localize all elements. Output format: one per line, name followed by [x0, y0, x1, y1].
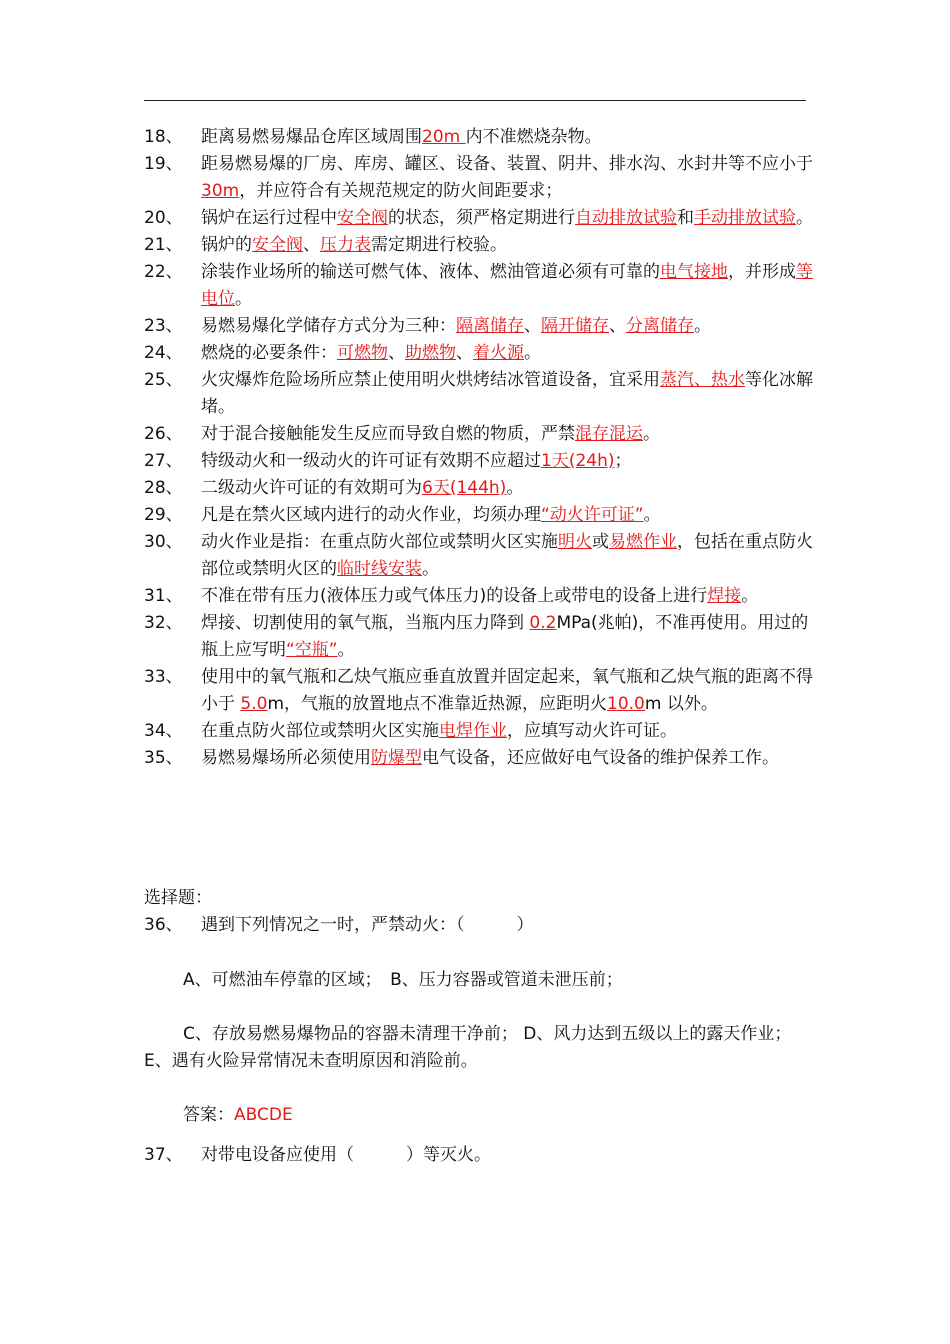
question-item [144, 610, 824, 664]
options-a-b: A、可燃油车停靠的区域； B、压力容器或管道未泄压前； [183, 970, 623, 990]
text-segment: 或 [592, 532, 609, 552]
answer-blank: 电气接地 [660, 262, 728, 282]
question-number: 33、 [144, 667, 183, 687]
text-segment: 在重点防火部位或禁明火区实施 [201, 721, 439, 741]
answer-blank: 明火 [558, 532, 592, 552]
text-segment: 锅炉的 [201, 235, 252, 255]
answer-label: 答案： [183, 1105, 234, 1125]
text-segment: 电气设备，还应做好电气设备的维护保养工作。 [422, 748, 779, 768]
question-text [201, 205, 824, 232]
question-item [144, 367, 824, 421]
question-text [201, 745, 824, 772]
text-segment: 。 [422, 559, 439, 579]
question-item [144, 475, 824, 502]
answer-value: ABCDE [234, 1105, 293, 1125]
answer-blank: 分离储存 [626, 316, 694, 336]
text-segment: 。 [643, 505, 661, 525]
question-number: 36、 [144, 915, 183, 935]
answer-blank: 安全阀 [252, 235, 303, 255]
question-text [201, 529, 824, 583]
answer-blank: 手动排放试验 [694, 208, 796, 228]
answer-blank: 隔离储存 [456, 316, 524, 336]
options-c-d-e: C、存放易燃易爆物品的容器未清理干净前； D、风力达到五级以上的露天作业； E、遇有火险异常情况未查明原因和消险前。 [144, 1024, 817, 1071]
answer-blank: 隔开储存 [541, 316, 609, 336]
text-segment: 、 [456, 343, 473, 363]
question-text [201, 583, 824, 610]
text-segment: ； [614, 451, 632, 471]
text-segment: 、 [303, 235, 320, 255]
text-segment: m，气瓶的放置地点不准靠近热源，应距明火 [267, 694, 608, 714]
text-segment: 燃烧的必要条件： [201, 343, 337, 363]
answer-blank: 易燃作业 [609, 532, 677, 552]
text-segment: 。 [524, 343, 541, 363]
answer-blank: 20m [422, 127, 466, 147]
question-text [201, 232, 824, 259]
text-segment: 、 [524, 316, 541, 336]
header-rule [144, 100, 806, 101]
text-segment: 对于混合接触能发生反应而导致自燃的物质，严禁 [201, 424, 575, 444]
text-segment: 。 [506, 478, 524, 498]
answer-blank: 10.0 [607, 694, 645, 714]
answer-blank: 自动排放试验 [575, 208, 677, 228]
answer-blank: 着火源 [473, 343, 524, 363]
text-segment: 。 [741, 586, 759, 606]
text-segment: ，应填写动火许可证。 [507, 721, 677, 741]
text-segment: 距离易燃易爆品仓库区域周围 [201, 127, 422, 147]
question-text [201, 610, 824, 664]
question-number: 20、 [144, 208, 183, 228]
question-number: 32、 [144, 613, 183, 633]
text-segment: 不准在带有压力(液体压力或气体压力)的设备上或带电的设备上进行 [201, 586, 708, 606]
answer-line [183, 1102, 293, 1129]
answer-blank: 可燃物 [337, 343, 388, 363]
question-text: 遇到下列情况之一时，严禁动火：（ ） [201, 915, 534, 935]
question-item [144, 205, 824, 232]
text-segment: 内不准燃烧杂物。 [465, 127, 602, 147]
question-text [201, 313, 824, 340]
question-number: 19、 [144, 154, 183, 174]
text-segment: 距易燃易爆的厂房、库房、罐区、设备、装置、阴井、排水沟、水封井等不应小于 [201, 154, 813, 174]
text-segment: 。 [235, 289, 252, 309]
question-item [144, 529, 824, 583]
answer-blank: 1天(24h) [541, 451, 615, 471]
question-number: 21、 [144, 235, 183, 255]
text-segment: MPa(兆帕)，不准再使用。用过的瓶上应写明 [201, 613, 809, 660]
section-title: 选择题： [144, 888, 212, 908]
text-segment: 使用中的氧气瓶和乙炔气瓶应垂直放置并固定起来，氧气瓶和乙炔气瓶的距离不得小于 [201, 667, 813, 714]
question-item [144, 718, 824, 745]
answer-blank: 防爆型 [371, 748, 422, 768]
answer-blank: 临时线安装 [337, 559, 422, 579]
text-segment: m 以外。 [644, 694, 718, 714]
text-segment: 二级动火许可证的有效期可为 [201, 478, 422, 498]
question-item [144, 232, 824, 259]
question-text [201, 502, 824, 529]
text-segment: 火灾爆炸危险场所应禁止使用明火烘烤结冰管道设备，宜采用 [201, 370, 660, 390]
answer-blank: 30m [201, 181, 240, 201]
text-segment: 。 [796, 208, 813, 228]
question-37 [144, 1142, 491, 1169]
question-item [144, 583, 824, 610]
question-item [144, 745, 824, 772]
answer-blank: 等电位 [201, 262, 813, 309]
question-item [144, 448, 824, 475]
question-number: 28、 [144, 478, 183, 498]
answer-blank: 助燃物 [405, 343, 456, 363]
text-segment: 特级动火和一级动火的许可证有效期不应超过 [201, 451, 541, 471]
answer-blank: 0.2 [529, 613, 557, 633]
question-number: 29、 [144, 505, 183, 525]
question-number: 37、 [144, 1145, 183, 1165]
question-number: 24、 [144, 343, 183, 363]
question-number: 35、 [144, 748, 183, 768]
answer-blank: 安全阀 [337, 208, 388, 228]
question-text [201, 448, 824, 475]
text-segment: 的状态，须严格定期进行 [388, 208, 575, 228]
question-item [144, 502, 824, 529]
question-number: 18、 [144, 127, 183, 147]
question-item [144, 313, 824, 340]
text-segment: 凡是在禁火区域内进行的动火作业，均须办理 [201, 505, 541, 525]
text-segment: 动火作业是指：在重点防火部位或禁明火区实施 [201, 532, 558, 552]
answer-blank: “空瓶” [286, 640, 338, 660]
question-text [201, 124, 824, 151]
question-number: 30、 [144, 532, 183, 552]
text-segment: 。 [337, 640, 355, 660]
text-segment: 焊接、切割使用的氧气瓶，当瓶内压力降到 [201, 613, 530, 633]
text-segment: ，包括在重点防火部位或禁明火区的 [201, 532, 813, 579]
answer-blank: 压力表 [320, 235, 371, 255]
text-segment: ，并形成 [728, 262, 796, 282]
question-item [144, 151, 824, 205]
text-segment: ，并应符合有关规范规定的防火间距要求； [239, 181, 563, 201]
question-number: 31、 [144, 586, 183, 606]
question-text [201, 475, 824, 502]
question-text [201, 421, 824, 448]
answer-blank: “动火许可证” [541, 505, 644, 525]
question-text [201, 367, 824, 421]
text-segment: 易燃易爆场所必须使用 [201, 748, 371, 768]
text-segment: 和 [677, 208, 694, 228]
question-item [144, 340, 824, 367]
answer-blank: 蒸汽、热水 [660, 370, 745, 390]
question-text: 对带电设备应使用（ ）等灭火。 [201, 1145, 491, 1165]
answer-blank: 6天(144h) [422, 478, 507, 498]
text-segment: 。 [694, 316, 711, 336]
answer-blank: 混存混运 [575, 424, 643, 444]
text-segment: 锅炉在运行过程中 [201, 208, 337, 228]
fill-in-question-list [144, 124, 824, 772]
question-number: 22、 [144, 262, 183, 282]
question-text [201, 718, 824, 745]
question-item [144, 664, 824, 718]
question-number: 27、 [144, 451, 183, 471]
answer-blank: 电焊作业 [439, 721, 507, 741]
question-36 [144, 912, 806, 939]
question-text [201, 259, 824, 313]
text-segment: 、 [609, 316, 626, 336]
question-number: 23、 [144, 316, 183, 336]
answer-blank: 5.0 [240, 694, 268, 714]
question-item [144, 124, 824, 151]
text-segment: 等化冰解堵。 [201, 370, 813, 417]
text-segment: 需定期进行校验。 [371, 235, 507, 255]
question-item [144, 259, 824, 313]
question-number: 26、 [144, 424, 183, 444]
text-segment: 、 [388, 343, 405, 363]
question-text [201, 664, 824, 718]
question-item [144, 421, 824, 448]
text-segment: 。 [643, 424, 660, 444]
question-number: 25、 [144, 370, 183, 390]
answer-blank: 焊接 [707, 586, 742, 606]
question-number: 34、 [144, 721, 183, 741]
text-segment: 易燃易爆化学储存方式分为三种： [201, 316, 456, 336]
question-text [201, 340, 824, 367]
question-text [201, 151, 824, 205]
text-segment: 涂装作业场所的输送可燃气体、液体、燃油管道必须有可靠的 [201, 262, 660, 282]
